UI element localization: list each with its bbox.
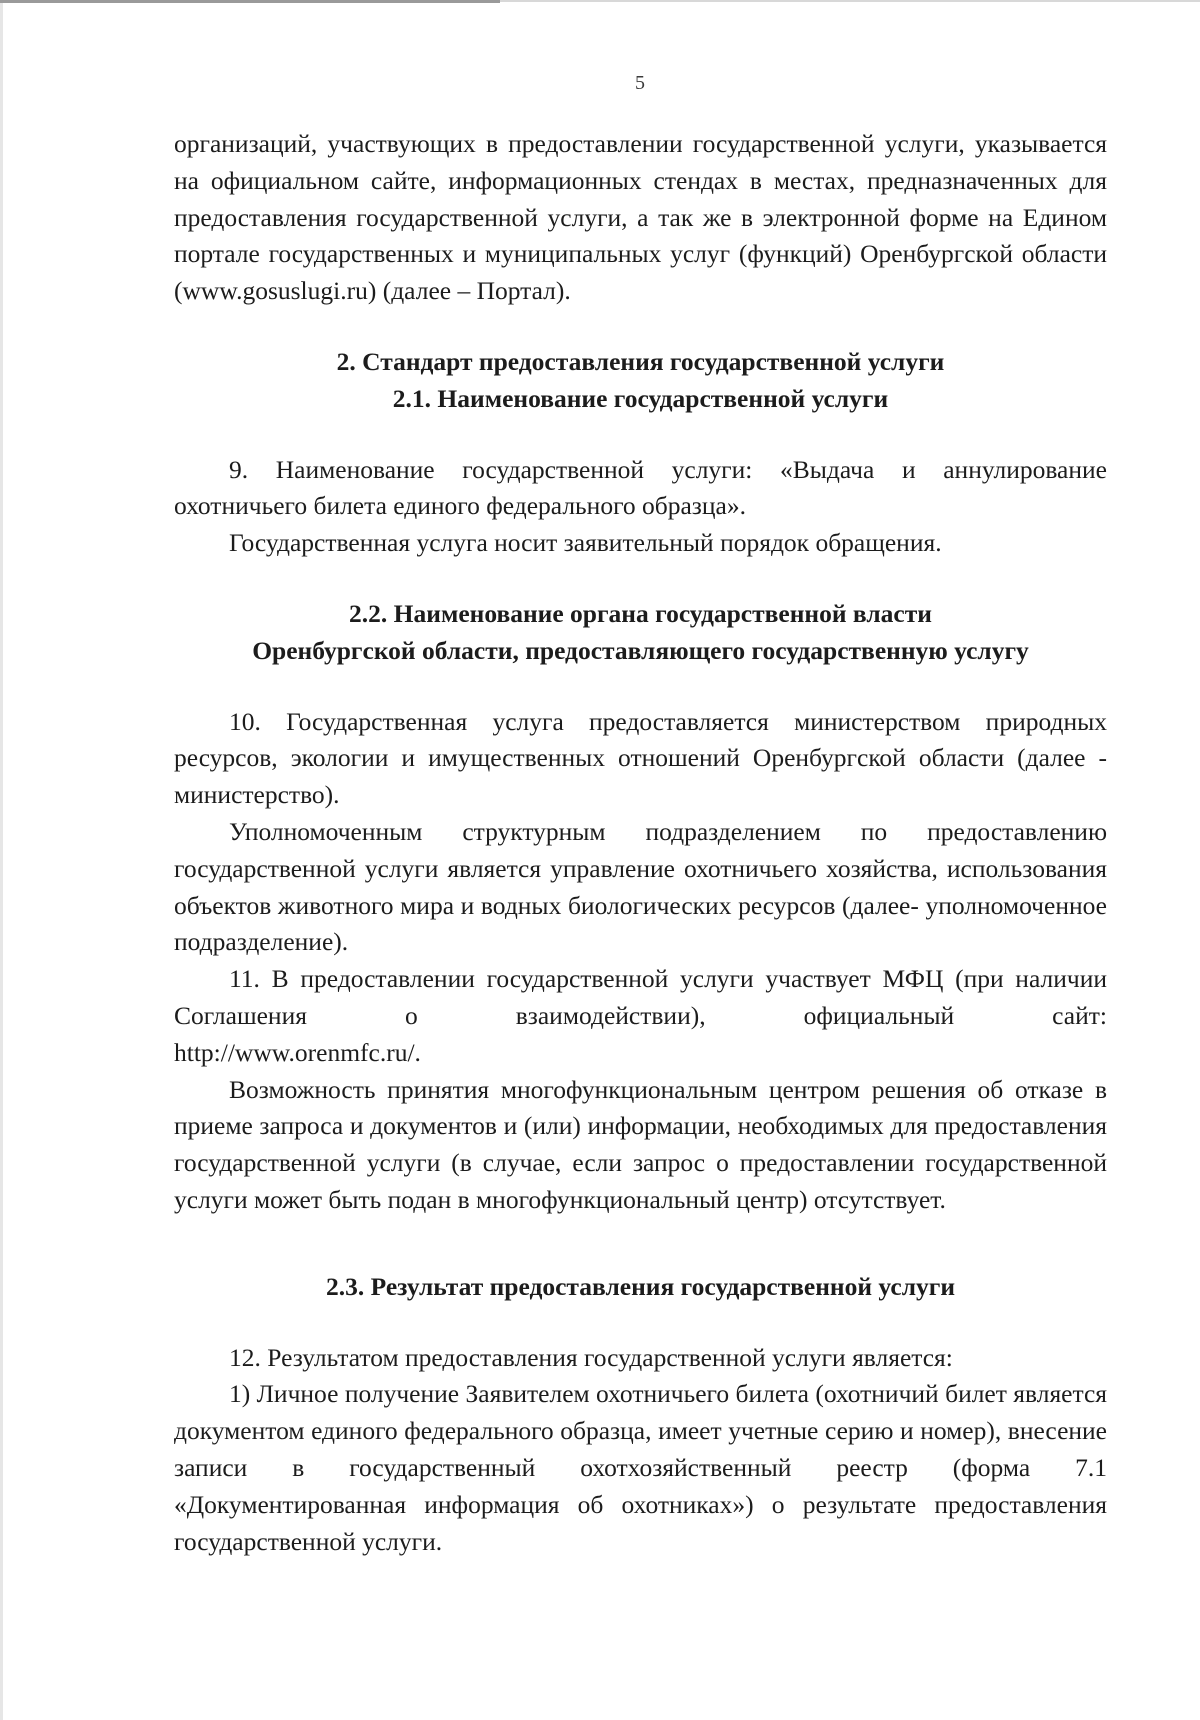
item-12: 12. Результатом предоставления государственной услуги является: <box>229 1342 953 1372</box>
item-11-url: http://www.orenmfc.ru/. <box>174 1037 421 1067</box>
intro-paragraph: организаций, участвующих в предоставлении государственной услуги, указывается на официальном сайте, информационных стендах в местах, предназначенных для предоставления государственной услуги, а так же в электронной форме на Едином портале государственных и муниципальных услуг (функций) Оренбургской области (www.gosuslugi.ru) (далее – Портал). <box>174 129 1107 306</box>
subsection-2-1-title: 2.1. Наименование государственной услуги <box>392 383 889 413</box>
item-11-note: Возможность принятия многофункциональным центром решения об отказе в приеме запроса и документов и (или) информации, необходимых для предоставления государственной услуги (в случае, если запрос о предоставлении государственной услуги может быть подан в многофункциональный центр) отсутствует. <box>174 1074 1107 1214</box>
document-body <box>174 126 1107 1560</box>
scan-corner-mark <box>0 0 500 3</box>
item-12-1: 1) Личное получение Заявителем охотничьего билета (охотничий билет является документом единого федерального образца, имеет учетные серию и номер), внесение записи в государственный охотхозяйственный реестр (форма 7.1 «Документированная информация об охотниках») о результате предоставления государственной услуги. <box>174 1379 1107 1556</box>
scan-edge-left <box>0 0 3 1720</box>
item-10: 10. Государственная услуга предоставляется министерством природных ресурсов, экологии и имущественных отношений Оренбургской области (далее - министерство). <box>174 706 1107 810</box>
item-10-note: Уполномоченным структурным подразделением по предоставлению государственной услуги является управление охотничьего хозяйства, использования объектов животного мира и водных биологических ресурсов (далее- уполномоченное подразделение). <box>174 816 1107 957</box>
page-number: 5 <box>635 72 645 94</box>
item-9: 9. Наименование государственной услуги: «Выдача и аннулирование охотничьего билета единого федерального образца». <box>174 454 1107 521</box>
item-9-note: Государственная услуга носит заявительный порядок обращения. <box>229 528 942 558</box>
item-11: 11. В предоставлении государственной услуги участвует МФЦ (при наличии Соглашения о взаимодействии), официальный сайт: <box>174 964 1107 1030</box>
subsection-2-2-title-line-2: Оренбургской области, предоставляющего государственную услугу <box>252 635 1029 665</box>
section-2-title: 2. Стандарт предоставления государственной услуги <box>336 346 945 376</box>
subsection-2-3-title: 2.3. Результат предоставления государственной услуги <box>325 1271 956 1301</box>
subsection-2-2-title-line-1: 2.2. Наименование органа государственной власти <box>349 598 932 628</box>
